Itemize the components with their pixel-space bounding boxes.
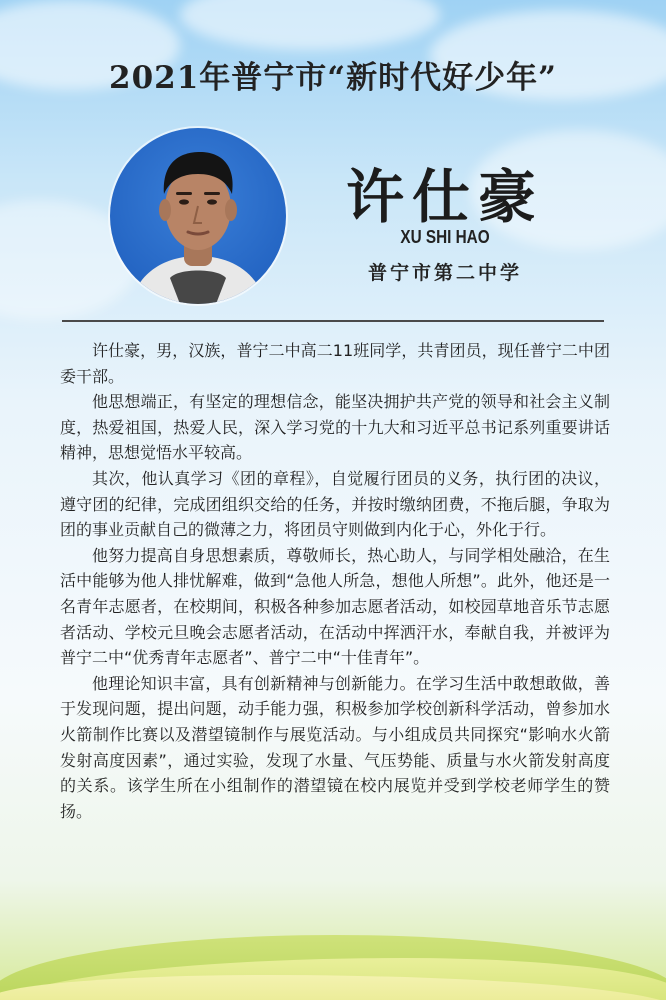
student-name-pinyin: XU SHI HAO (400, 227, 490, 247)
paragraph: 他思想端正，有坚定的理想信念，能坚决拥护共产党的领导和社会主义制度，热爱祖国，热爱人民，深入学习党的十九大和习近平总书记系列重要讲话精神，思想觉悟水平较高。 (60, 392, 610, 463)
portrait-photo (110, 128, 286, 304)
paragraph: 他理论知识丰富，具有创新精神与创新能力。在学习生活中敢想敢做，善于发现问题，提出问题，动手能力强，积极参加学校创新科学活动，曾参加水火箭制作比赛以及潜望镜制作与展览活动。与小组成员共同探究“影响水火箭发射高度因素”，通过实验，发现了水量、气压势能、质量与水火箭发射高度的关系。该学生所在小组制作的潜望镜在校内展览并受到学校老师学生的赞扬。 (60, 673, 610, 821)
school-name: 普宁市第二中学 (367, 262, 522, 284)
paragraph: 其次，他认真学习《团的章程》，自觉履行团员的义务，执行团的决议，遵守团的纪律，完成团组织交给的任务，并按时缴纳团费，不拖后腿，争取为团的事业贡献自己的微薄之力，将团员守则做到内化于心，外化于行。 (60, 468, 610, 540)
poster-title: 2021年普宁市“新时代好少年” (109, 60, 557, 96)
student-name: 许仕豪 (345, 163, 544, 231)
paragraph: 他努力提高自身思想素质，尊敬师长，热心助人，与同学相处融洽，在生活中能够为他人排忧解难，做到“急他人所急，想他人所想”。此外，他还是一名青年志愿者，在校期间，积极各种参加志愿者活动，如校园草地音乐节志愿者活动、学校元旦晚会志愿者活动，在活动中挥洒汗水，奉献自我，并被评为普宁二中“优秀青年志愿者”、普宁二中“十佳青年”。 (60, 545, 610, 668)
cloud-decoration (180, 0, 440, 50)
avatar (110, 128, 286, 304)
paragraph: 许仕豪，男，汉族，普宁二中高二11班同学，共青团员，现任普宁二中团委干部。 (60, 341, 610, 386)
biography-text (60, 338, 610, 824)
divider (62, 320, 604, 322)
